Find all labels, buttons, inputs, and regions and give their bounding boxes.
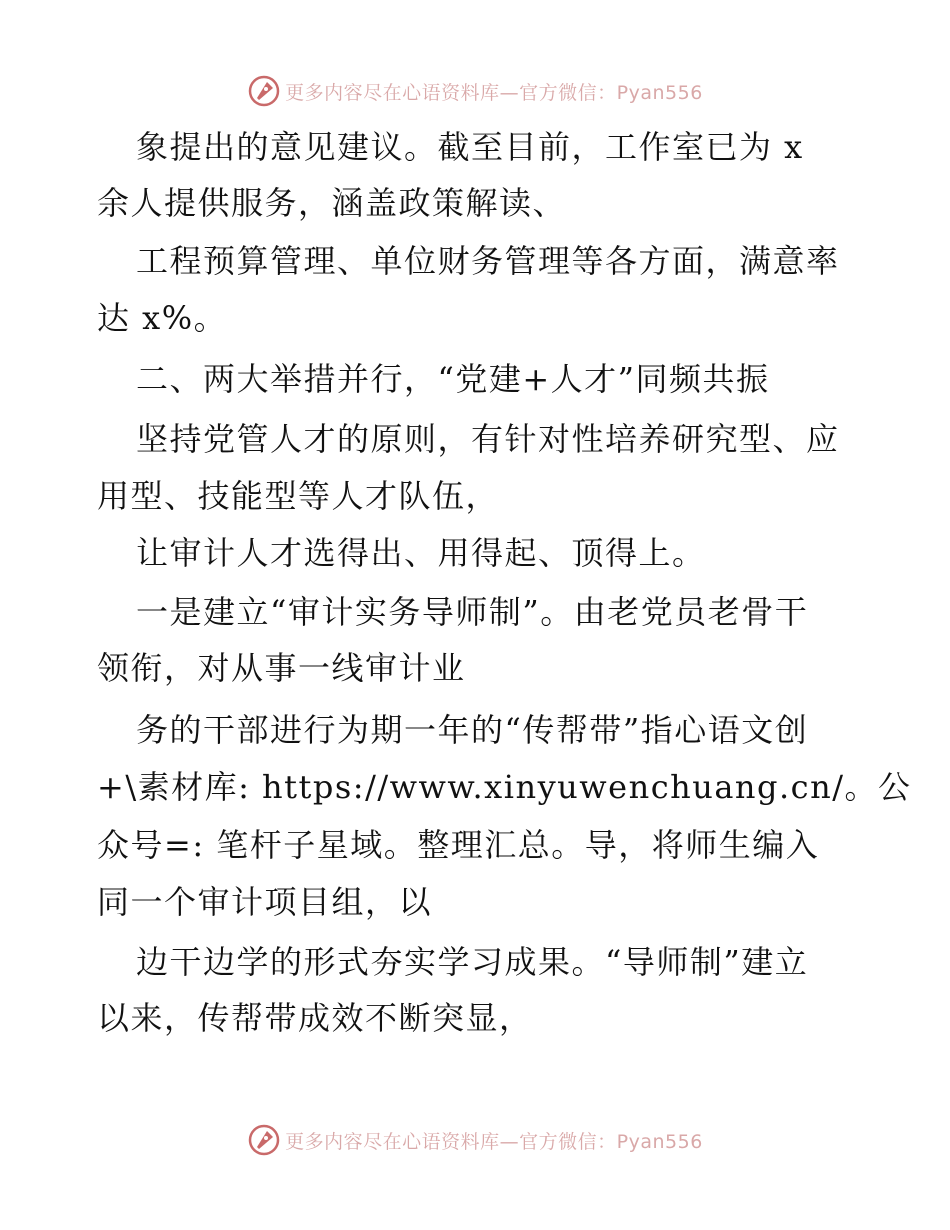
- text-line: 以来，传帮带成效不断突显，: [97, 999, 533, 1037]
- text-line: 一是建立“审计实务导师制”。由老党员老骨干: [136, 593, 809, 631]
- text-line: 坚持党管人才的原则，有针对性培养研究型、应: [136, 420, 840, 458]
- text-line: 务的干部进行为期一年的“传帮带”指心语文创: [136, 711, 809, 749]
- pen-nib-logo-icon: [247, 1123, 281, 1157]
- watermark-text: 更多内容尽在心语资料库—官方微信：Pyan556: [285, 1130, 703, 1153]
- text-line: 象提出的意见建议。截至目前，工作室已为 x: [136, 128, 804, 166]
- text-line: +\素材库: https://www.xinyuwenchuang.cn/。公: [97, 768, 912, 806]
- text-line: 边干边学的形式夯实学习成果。“导师制”建立: [136, 943, 809, 981]
- section-heading: 二、两大举措并行，“党建+人才”同频共振: [136, 360, 770, 398]
- text-line: 用型、技能型等人才队伍，: [97, 477, 500, 515]
- text-line: 领衔，对从事一线审计业: [97, 649, 466, 687]
- pen-nib-logo-icon: [247, 74, 281, 108]
- header-watermark: [0, 71, 950, 111]
- text-line: 余人提供服务，涵盖政策解读、: [97, 184, 567, 222]
- text-line: 工程预算管理、单位财务管理等各方面，满意率: [136, 242, 840, 280]
- text-line: 同一个审计项目组，以: [97, 883, 433, 921]
- text-line: 众号=: 笔杆子星域。整理汇总。导，将师生编入: [97, 826, 820, 864]
- watermark-text: 更多内容尽在心语资料库—官方微信：Pyan556: [285, 81, 703, 104]
- footer-watermark: [0, 1120, 950, 1160]
- text-line: 达 x%。: [97, 299, 228, 337]
- text-line: 让审计人才选得出、用得起、顶得上。: [136, 534, 706, 572]
